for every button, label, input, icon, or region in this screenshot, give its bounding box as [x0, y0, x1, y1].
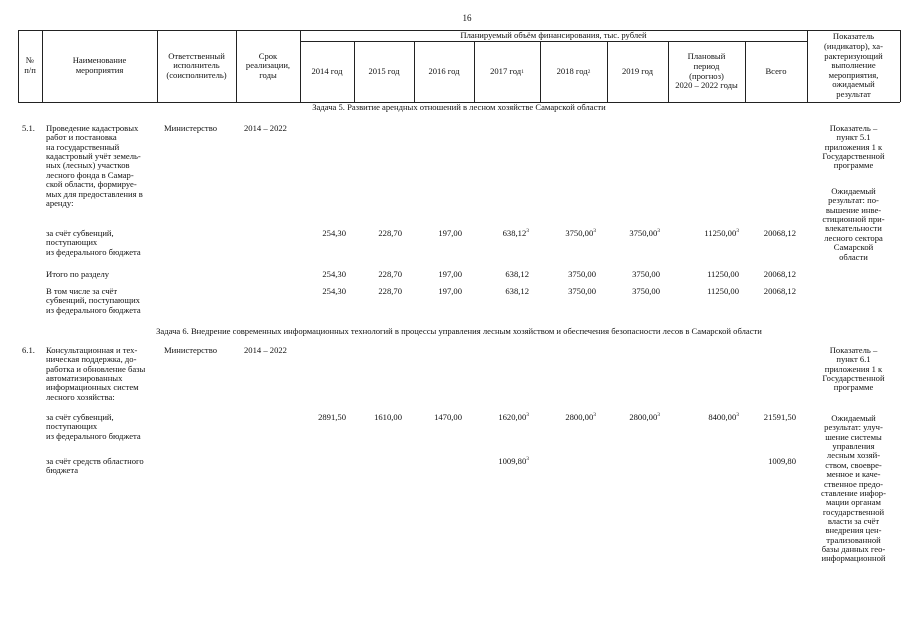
value-planned: 11250,00: [707, 286, 739, 296]
value-2019: 3750,00: [632, 269, 660, 279]
value-planned-number: 11250,00: [704, 228, 737, 238]
value-planned: [668, 229, 739, 239]
value-2019-number: 3750,00: [629, 228, 658, 238]
table-row: [0, 413, 800, 443]
value-2016: 1470,00: [434, 412, 462, 422]
task5-item-name: Проведение кадастровых работ и постановка на государственный кадастровый учёт земель- ных (лесных) участков лесного фонда в Самар- ской области, формируе- мых для предоставления в аренду:: [46, 123, 143, 208]
header-2019: 2019 год: [621, 65, 654, 76]
task6-item-name: Консультационная и тех- ническая поддержка, до- работка и обновление базы автоматизированных информационных систем лесного хозяйства:: [46, 345, 146, 402]
task5-item-number: 5.1.: [22, 123, 35, 133]
table-row: [0, 229, 905, 259]
row-label: за счёт субвенций, поступающих из федерального бюджета: [46, 228, 141, 257]
header-2018: 2018 год 2: [556, 65, 591, 76]
value-2017-number: 1009,80: [498, 456, 527, 466]
col-border: [900, 30, 901, 102]
footnote-mark: 3: [657, 412, 660, 419]
task6-term: 2014 – 2022: [244, 345, 287, 355]
footnote-mark: 3: [736, 412, 739, 419]
value-2017: [474, 413, 529, 423]
value-2016: 197,00: [438, 269, 462, 279]
task6-expected-result: Ожидаемый результат: улуч- шение системы управления лесным хозяй- ством, своевре- менное и каче- ственное предо- ставление инфор- мации органам государственной власти за счёт внедрения цен- трализованной базы данных гео- информационной: [821, 413, 886, 564]
task6-item-number: 6.1.: [22, 345, 35, 355]
footnote-mark: 3: [526, 412, 529, 419]
value-planned: [668, 413, 739, 423]
task5-responsible: Министерство: [164, 123, 217, 133]
footnote-mark: 3: [657, 228, 660, 235]
value-2018: [540, 413, 596, 423]
value-2017-number: 1620,00: [498, 412, 527, 422]
value-2017-number: 638,12: [502, 228, 527, 238]
value-2016: 197,00: [438, 228, 462, 238]
task5-term: 2014 – 2022: [244, 123, 287, 133]
value-2016: 197,00: [438, 286, 462, 296]
header-financing: Планируемый объём финансирования, тыс. рублей: [460, 29, 647, 40]
value-2017: [474, 229, 529, 239]
header-term: Срок реализации, годы: [245, 50, 291, 80]
value-2014: 254,30: [322, 286, 346, 296]
row-label: за счёт средств областного бюджета: [46, 456, 144, 476]
value-planned-number: 8400,00: [708, 412, 737, 422]
value-2014: 254,30: [322, 269, 346, 279]
footnote-mark: 3: [593, 228, 596, 235]
value-2018: [540, 229, 596, 239]
task5-expected-result: Ожидаемый результат: по- вышение инве- стиционной при- влекательности лесного сектора Самарской области: [822, 186, 885, 262]
value-planned: 11250,00: [707, 269, 739, 279]
value-2015: 1610,00: [374, 412, 402, 422]
value-total: 20068,12: [763, 286, 796, 296]
header-num: № п/п: [24, 55, 36, 75]
table-row: [0, 457, 800, 479]
value-2017: [474, 457, 529, 467]
value-2014: 2891,50: [318, 412, 346, 422]
footnote-mark: 3: [593, 412, 596, 419]
value-2018: 3750,00: [568, 269, 596, 279]
header-name: Наименование мероприятия: [72, 55, 127, 75]
row-label: Итого по разделу: [46, 269, 110, 279]
header-planned-period: Плановый период (прогноз) 2020 – 2022 годы: [675, 51, 738, 91]
value-total: 20068,12: [763, 269, 796, 279]
value-2019: 3750,00: [632, 286, 660, 296]
table-row: [0, 287, 905, 317]
header-indicator: Показатель (индикатор), ха- рактеризующий выполнение мероприятия, ожидаемый результат: [824, 31, 883, 100]
header-2018-label: 2018 год: [556, 65, 588, 76]
header-2017-label: 2017 год: [490, 65, 522, 76]
task5-indicator: Показатель – пункт 5.1 приложения 1 к Государственной программе: [822, 123, 885, 171]
value-2019: [607, 229, 660, 239]
value-2015: 228,70: [378, 286, 402, 296]
value-2018: 3750,00: [568, 286, 596, 296]
page-number: 16: [462, 13, 472, 23]
task5-title: Задача 5. Развитие арендных отношений в лесном хозяйстве Самарской области: [312, 102, 606, 112]
header-2016: 2016 год: [428, 65, 460, 76]
row-label: В том числе за счёт субвенций, поступающих из федерального бюджета: [46, 286, 141, 315]
row-label: за счёт субвенций, поступающих из федерального бюджета: [46, 412, 141, 441]
value-2017: 638,12: [505, 269, 529, 279]
header-2015: 2015 год: [368, 65, 400, 76]
value-2015: 228,70: [378, 269, 402, 279]
value-2018-number: 2800,00: [565, 412, 594, 422]
header-responsible: Ответственный исполнитель (соисполнитель): [166, 50, 227, 80]
task6-indicator: Показатель – пункт 6.1 приложения 1 к Государственной программе: [822, 345, 885, 393]
value-total: 1009,80: [768, 456, 796, 466]
footnote-mark: 3: [736, 228, 739, 235]
value-2017: 638,12: [505, 286, 529, 296]
value-total: 21591,50: [763, 412, 796, 422]
header-2017: 2017 год 1: [490, 65, 524, 76]
table-row: [0, 270, 905, 282]
value-2018-number: 3750,00: [565, 228, 594, 238]
value-2019: [607, 413, 660, 423]
header-total: Всего: [765, 65, 787, 76]
value-total: 20068,12: [763, 228, 796, 238]
value-2015: 228,70: [378, 228, 402, 238]
value-2014: 254,30: [322, 228, 346, 238]
task6-title: Задача 6. Внедрение современных информационных технологий в процессы управления лесным хозяйством и обеспечения безопасности лесов в Самарской области: [156, 326, 762, 336]
value-2019-number: 2800,00: [629, 412, 658, 422]
header-2014: 2014 год: [311, 65, 343, 76]
footnote-mark: 3: [526, 228, 529, 235]
task6-responsible: Министерство: [164, 345, 217, 355]
footnote-mark: 3: [526, 456, 529, 463]
